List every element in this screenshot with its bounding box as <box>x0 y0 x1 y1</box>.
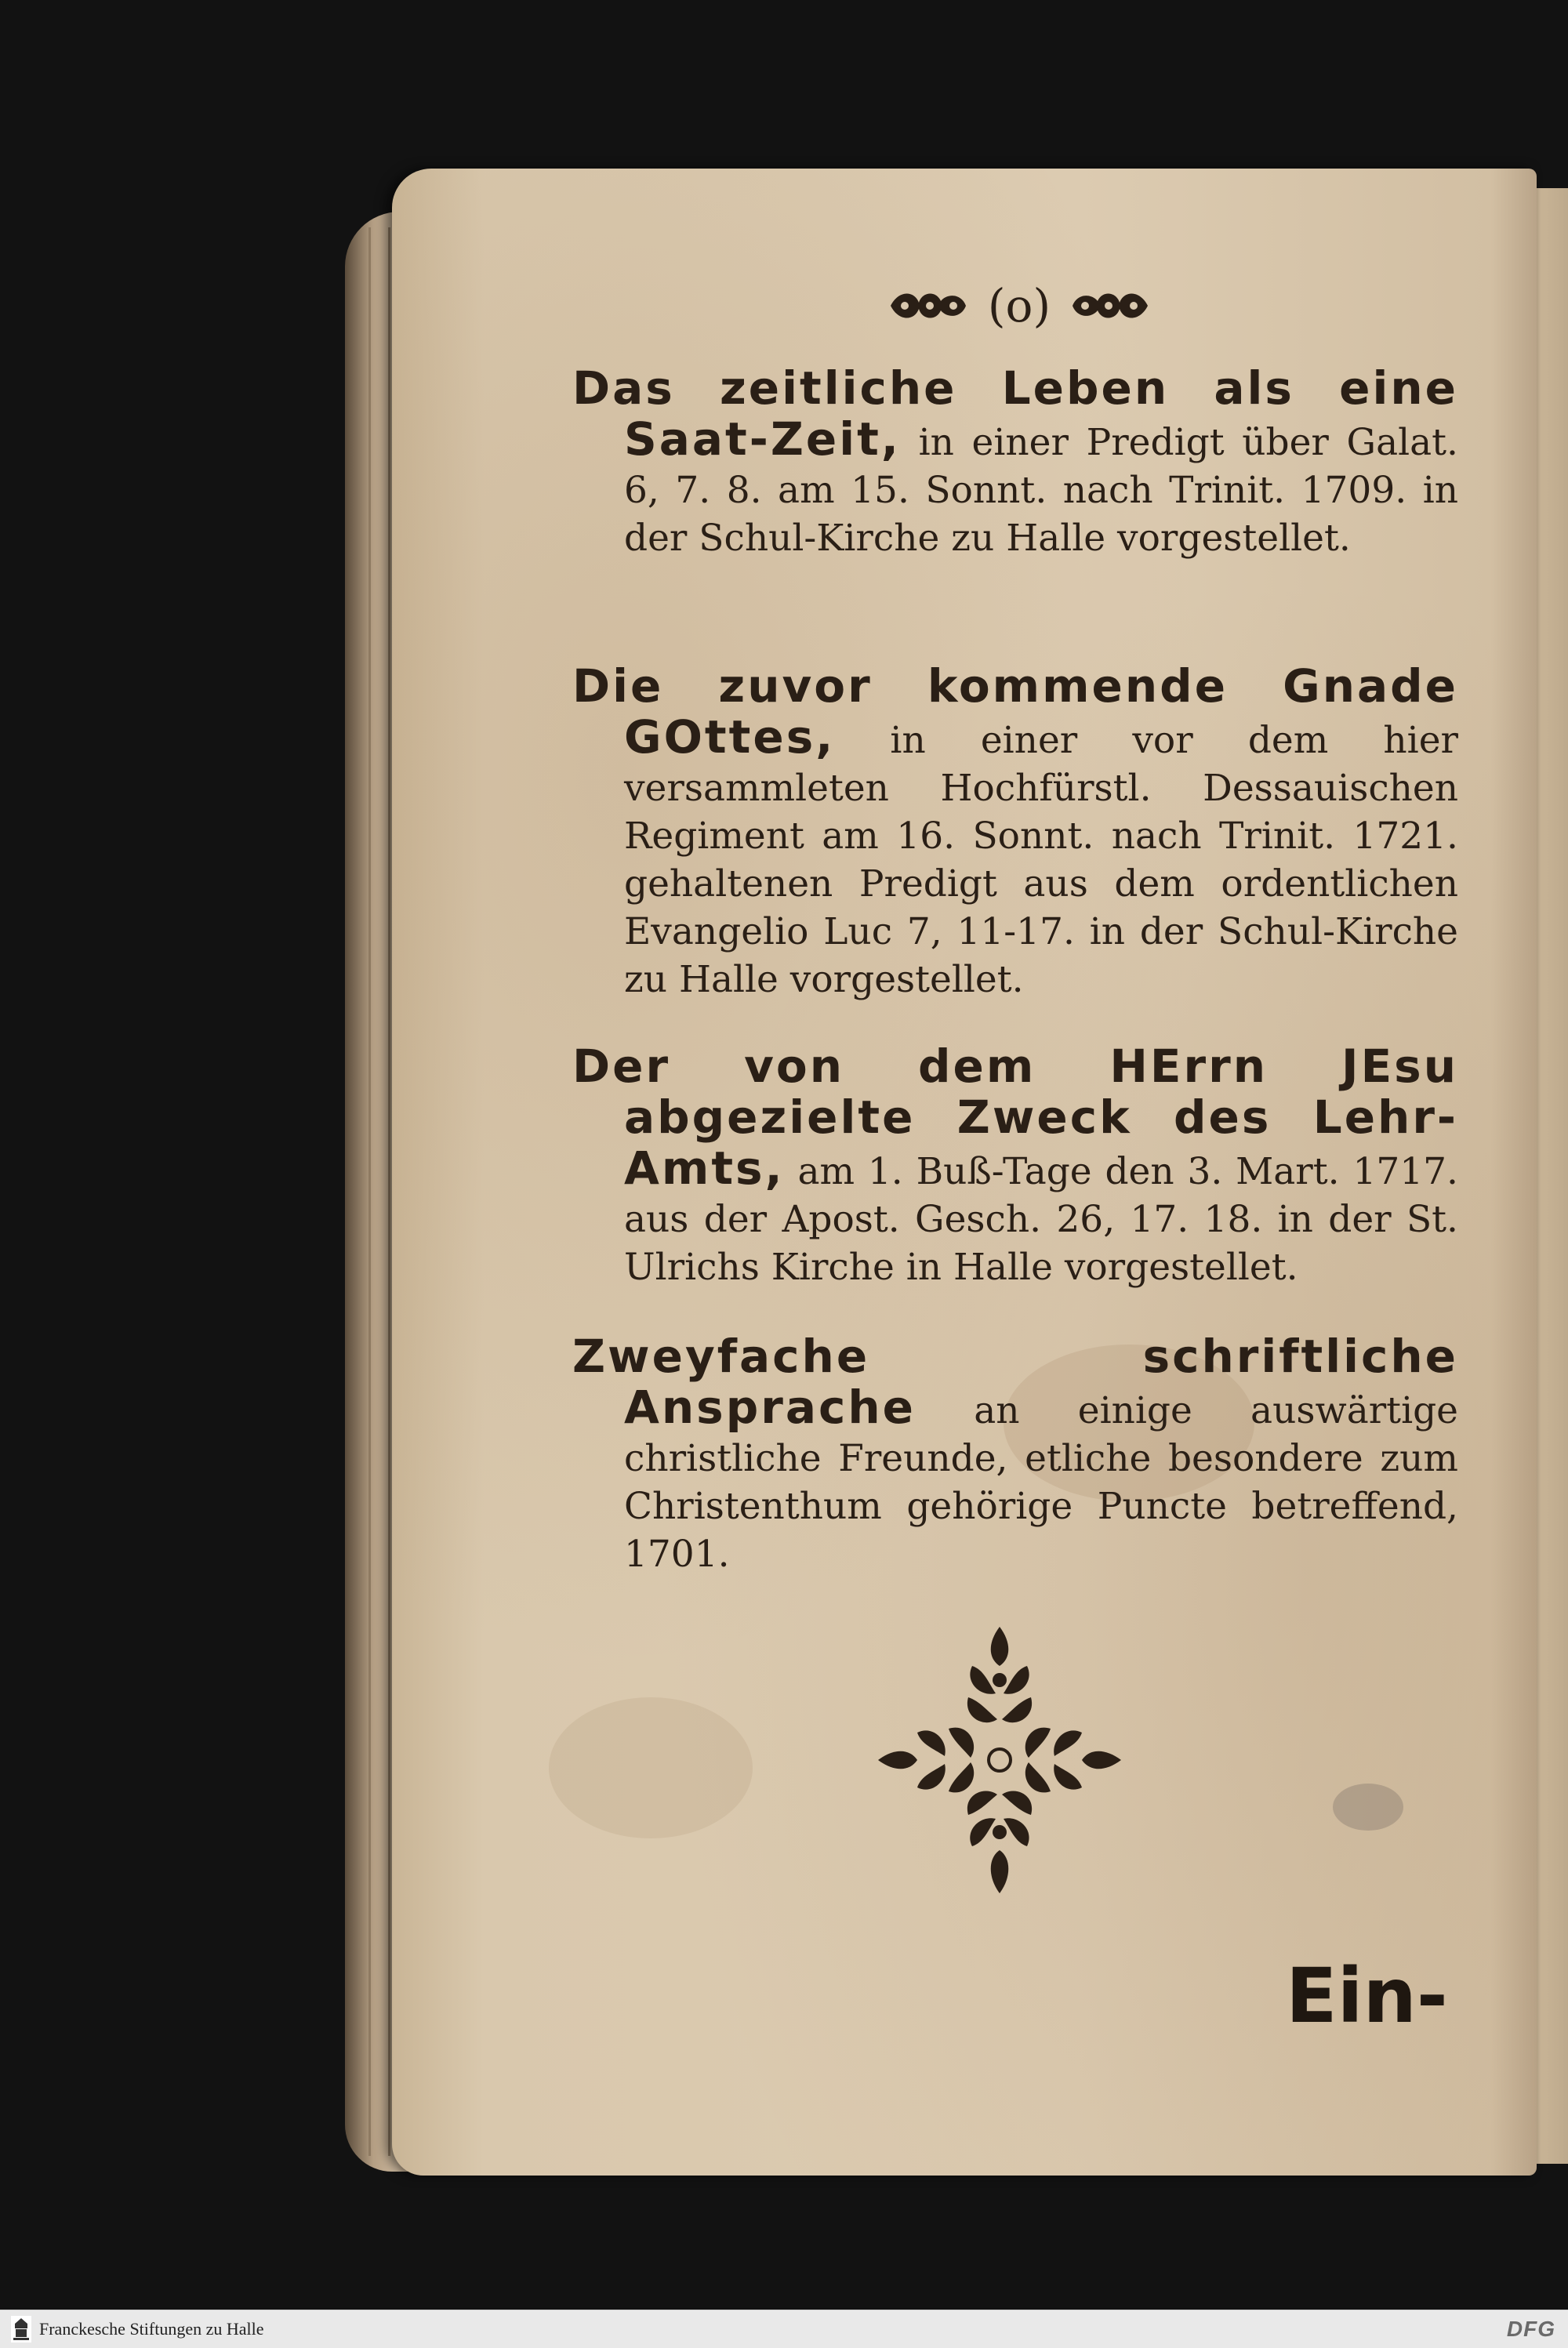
institution-logo-icon <box>11 2316 31 2343</box>
dfg-logo: DFG <box>1506 2317 1555 2341</box>
entry-body: am 1. Buß-Tage den 3. Mart. 1717. aus der Apost. Gesch. 26, 17. 18. in der St. Ulrichs Kirche in Halle vorgestellet. <box>624 1150 1458 1289</box>
entry-3 <box>572 1040 1458 1291</box>
entry-2 <box>572 659 1458 1003</box>
footer-bar <box>0 2310 1568 2348</box>
entry-body: in einer Predigt über Galat. 6, 7. 8. am 15. Sonnt. nach Trinit. 1709. in der Schul-Kirche zu Halle vorgestellet. <box>624 421 1458 560</box>
entry-body: in einer vor dem hier versammleten Hochfürstl. Dessauischen Regiment am 16. Sonnt. nach Trinit. 1721. gehaltenen Predigt aus dem ordentlichen Evangelio Luc 7, 11-17. in der Schul-Kirche zu Halle vorgestellet. <box>624 719 1458 1001</box>
entry-1 <box>572 361 1458 562</box>
header-ornament-right-icon <box>1068 282 1154 329</box>
floral-vignette-icon <box>870 1619 1129 1901</box>
page-header <box>839 278 1200 333</box>
catchword: Ein- <box>1286 1952 1448 2040</box>
page-number: (o) <box>987 279 1051 332</box>
entry-title: Zweyfache schriftliche Ansprache <box>572 1330 1458 1434</box>
entry-title: Das zeitliche Leben als eine Saat-Zeit, <box>572 361 1458 466</box>
entry-title: Der von dem HErrn JEsu abgezielte Zweck des Lehr-Amts, <box>572 1040 1458 1195</box>
institution-name: Franckesche Stiftungen zu Halle <box>39 2319 264 2339</box>
entry-4 <box>572 1330 1458 1578</box>
entry-body: an einige auswärtige christliche Freunde, etliche besondere zum Christenthum gehörige Puncte betreffend, 1701. <box>624 1389 1458 1576</box>
footer-left <box>0 2316 264 2343</box>
header-ornament-left-icon <box>884 282 971 329</box>
entry-title: Die zuvor kommende Gnade GOttes, <box>572 659 1458 764</box>
